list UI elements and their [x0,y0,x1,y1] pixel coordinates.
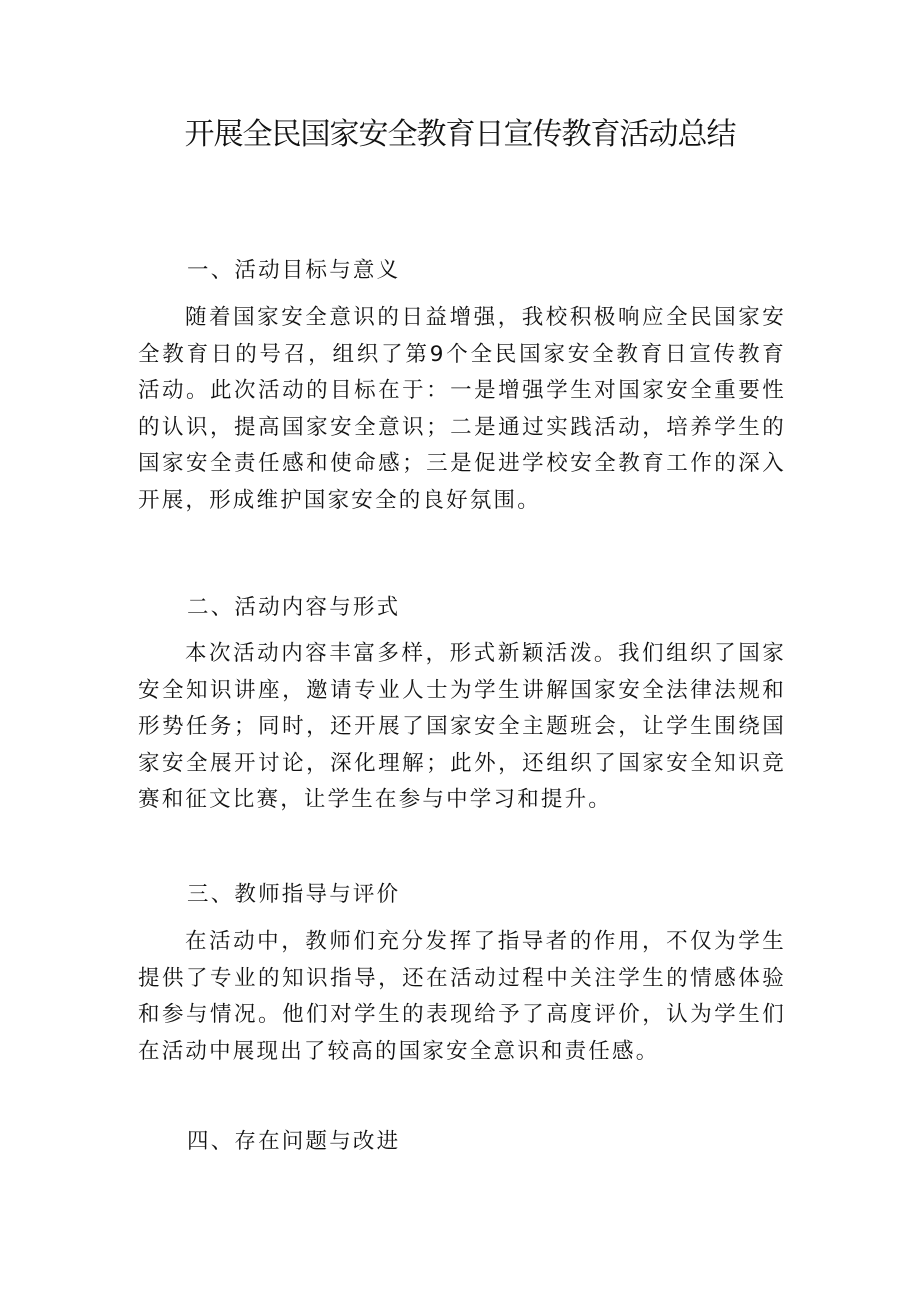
section-paragraph-2: 本次活动内容丰富多样，形式新颖活泼。我们组织了国家安全知识讲座，邀请专业人士为学生讲解国家安全法律法规和形势任务；同时，还开展了国家安全主题班会，让学生围绕国家安全展开讨论，深化理解；此外，还组织了国家安全知识竞赛和征文比赛，让学生在参与中学习和提升。 [138,641,786,812]
section-paragraph-3: 在活动中，教师们充分发挥了指导者的作用，不仅为学生提供了专业的知识指导，还在活动过程中关注学生的情感体验和参与情况。他们对学生的表现给予了高度评价，认为学生们在活动中展现出了较高的国家安全意识和责任感。 [138,929,786,1064]
section-heading-2: 二、活动内容与形式 [187,595,401,620]
section-heading-4: 四、存在问题与改进 [187,1129,401,1154]
section-paragraph-1: 随着国家安全意识的日益增强，我校积极响应全民国家安全教育日的号召，组织了第9个全民国家安全教育日宣传教育活动。此次活动的目标在于：一是增强学生对国家安全重要性的认识，提高国家安全意识；二是通过实践活动，培养学生的国家安全责任感和使命感；三是促进学校安全教育工作的深入开展，形成维护国家安全的良好氛围。 [138,305,786,513]
section-heading-1: 一、活动目标与意义 [187,258,401,283]
document-title: 开展全民国家安全教育日宣传教育活动总结 [184,117,736,152]
section-heading-3: 三、教师指导与评价 [187,882,401,907]
